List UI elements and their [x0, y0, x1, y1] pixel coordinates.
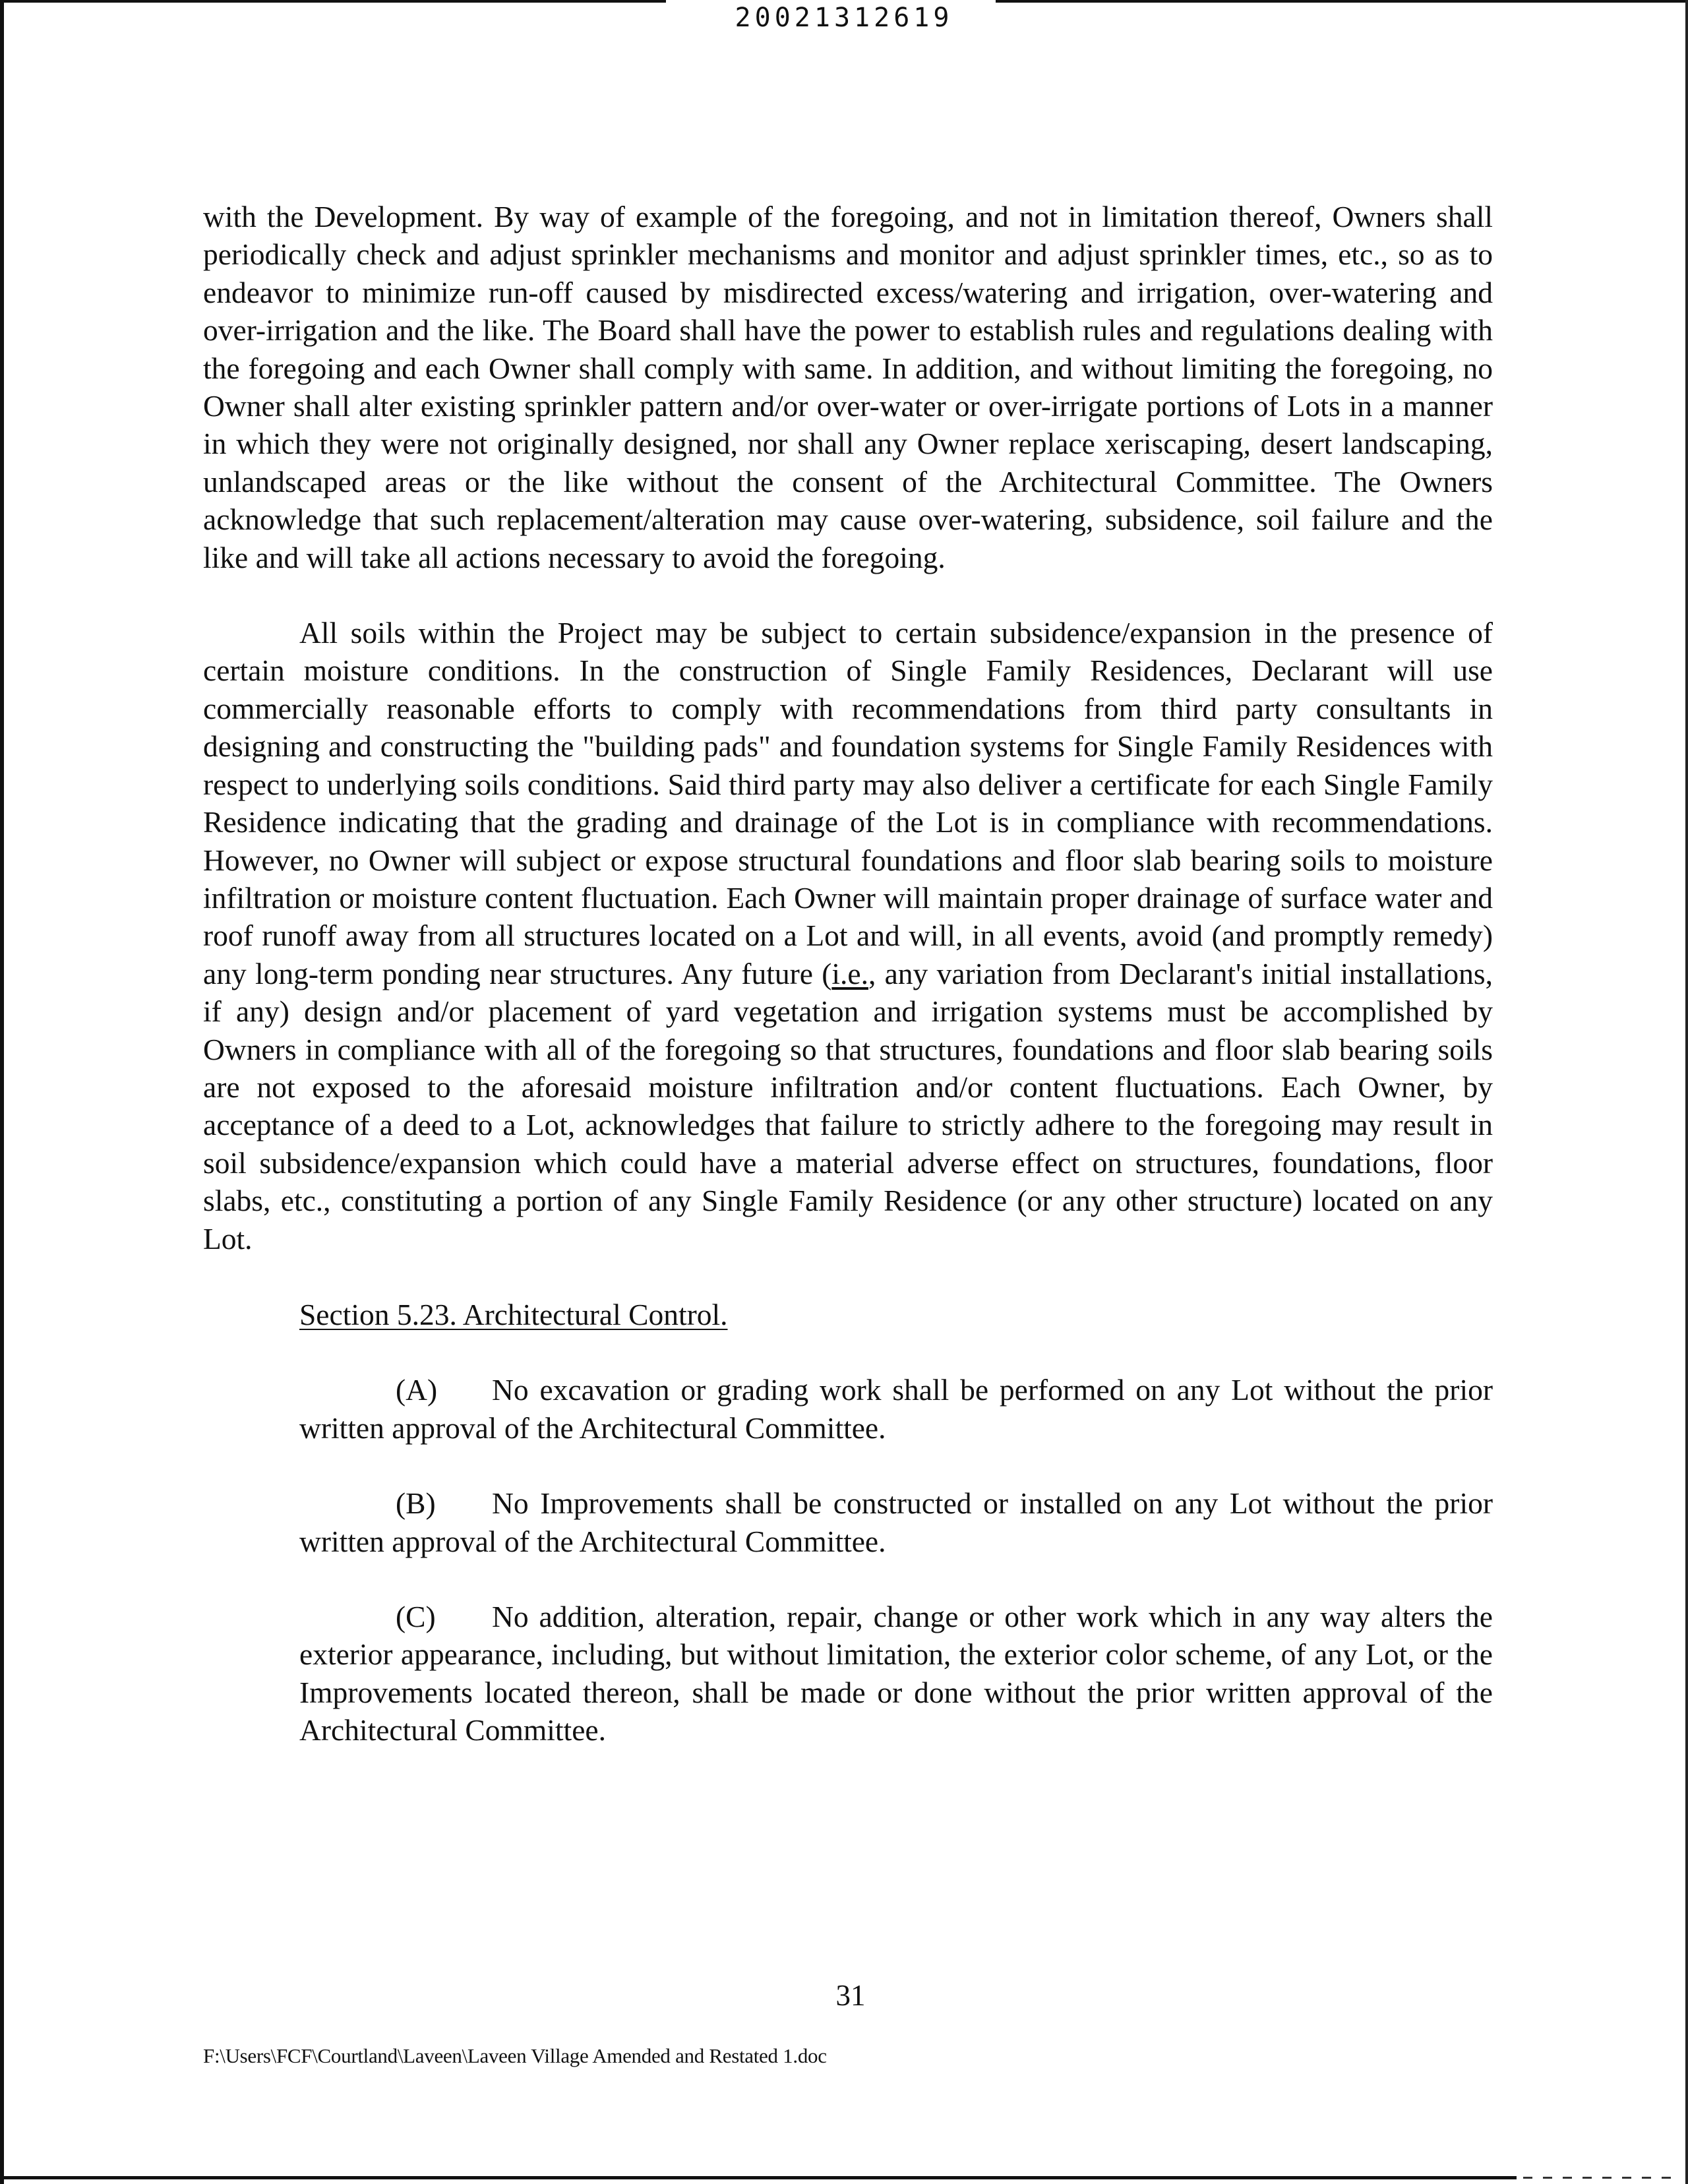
- page-number: 31: [835, 1979, 866, 2012]
- file-path: F:\Users\FCF\Courtland\Laveen\Laveen Village Amended and Restated 1.doc: [203, 2044, 827, 2067]
- paragraph-soils: [203, 614, 1493, 1258]
- scan-right-edge: [1685, 0, 1688, 2184]
- paragraph-watering: with the Development. By way of example of the foregoing, and not in limitation thereof, Owners shall periodically check and adjust sprinkler mechanisms and monitor and adjust sprinkler times, etc., so as to endeavor to minimize run-off caused by misdirected excess/watering and irrigation, over-watering and over-irrigation and the like. The Board shall have the power to establish rules and regulations dealing with the foregoing and each Owner shall comply with same. In addition, and without limiting the foregoing, no Owner shall alter existing sprinkler pattern and/or over-water or over-irrigate portions of Lots in a manner in which they were not originally designed, nor shall any Owner replace xeriscaping, desert landscaping, unlandscaped areas or the like without the consent of the Architectural Committee. The Owners acknowledge that such replacement/alteration may cause over-watering, subsidence, soil failure and the like and will take all actions necessary to avoid the foregoing.: [203, 200, 1493, 574]
- list-item-text: No excavation or grading work shall be performed on any Lot without the prior written approval of the Architectural Committee.: [299, 1373, 1493, 1445]
- list-item-label: (C): [396, 1600, 436, 1633]
- list-item-text: No addition, alteration, repair, change or other work which in any way alters the exterior appearance, including, but without limitation, the exterior color scheme, of any Lot, or the Improvements located thereon, shall be made or done without the prior written approval of the Architectural Committee.: [299, 1600, 1493, 1747]
- list-item-text: No Improvements shall be constructed or installed on any Lot without the prior written approval of the Architectural Committee.: [299, 1486, 1493, 1558]
- scan-left-edge: [0, 0, 4, 2184]
- ie-abbreviation: i.e.: [831, 956, 868, 990]
- list-item-c: [299, 1598, 1493, 1749]
- document-number: 20021312619: [735, 3, 953, 33]
- scan-bottom-dashes: [1523, 2177, 1681, 2179]
- list-item-a: [299, 1371, 1493, 1447]
- list-item-b: [299, 1484, 1493, 1560]
- paragraph-soils-text-1: All soils within the Project may be subject to certain subsidence/expansion in the presence of certain moisture conditions. In the construction of Single Family Residences, Declarant will use commercially reasonable efforts to comply with recommendations from third party consultants in designing and constructing the "building pads" and foundation systems for Single Family Residences with respect to underlying soils conditions. Said third party may also deliver a certificate for each Single Family Residence indicating that the grading and drainage of the Lot is in compliance with recommendations. However, no Owner will subject or expose structural foundations and floor slab bearing soils to moisture infiltration or moisture content fluctuation. Each Owner will maintain proper drainage of surface water and roof runoff away from all structures located on a Lot and will, in all events, avoid (and promptly remedy) any long-term ponding near structures. Any future (: [203, 616, 1493, 990]
- list-item-label: (B): [396, 1486, 436, 1521]
- paragraph-soils-text-2: , any variation from Declarant's initial installations, if any) design and/or placement of yard vegetation and irrigation systems must be accomplished by Owners in compliance with all of the foregoing so that structures, foundations and floor slab bearing soils are not exposed to the aforesaid moisture infiltration and/or content fluctuations. Each Owner, by acceptance of a deed to a Lot, acknowledges that failure to strictly adhere to the foregoing may result in soil subsidence/expansion which could have a material adverse effect on structures, foundations, floor slabs, etc., constituting a portion of any Single Family Residence (or any other structure) located on any Lot.: [203, 956, 1493, 1256]
- document-body: [203, 198, 1493, 1787]
- scan-bottom-rule: [0, 2176, 1517, 2179]
- section-heading: Section 5.23. Architectural Control.: [299, 1297, 728, 1331]
- list-item-label: (A): [396, 1373, 438, 1407]
